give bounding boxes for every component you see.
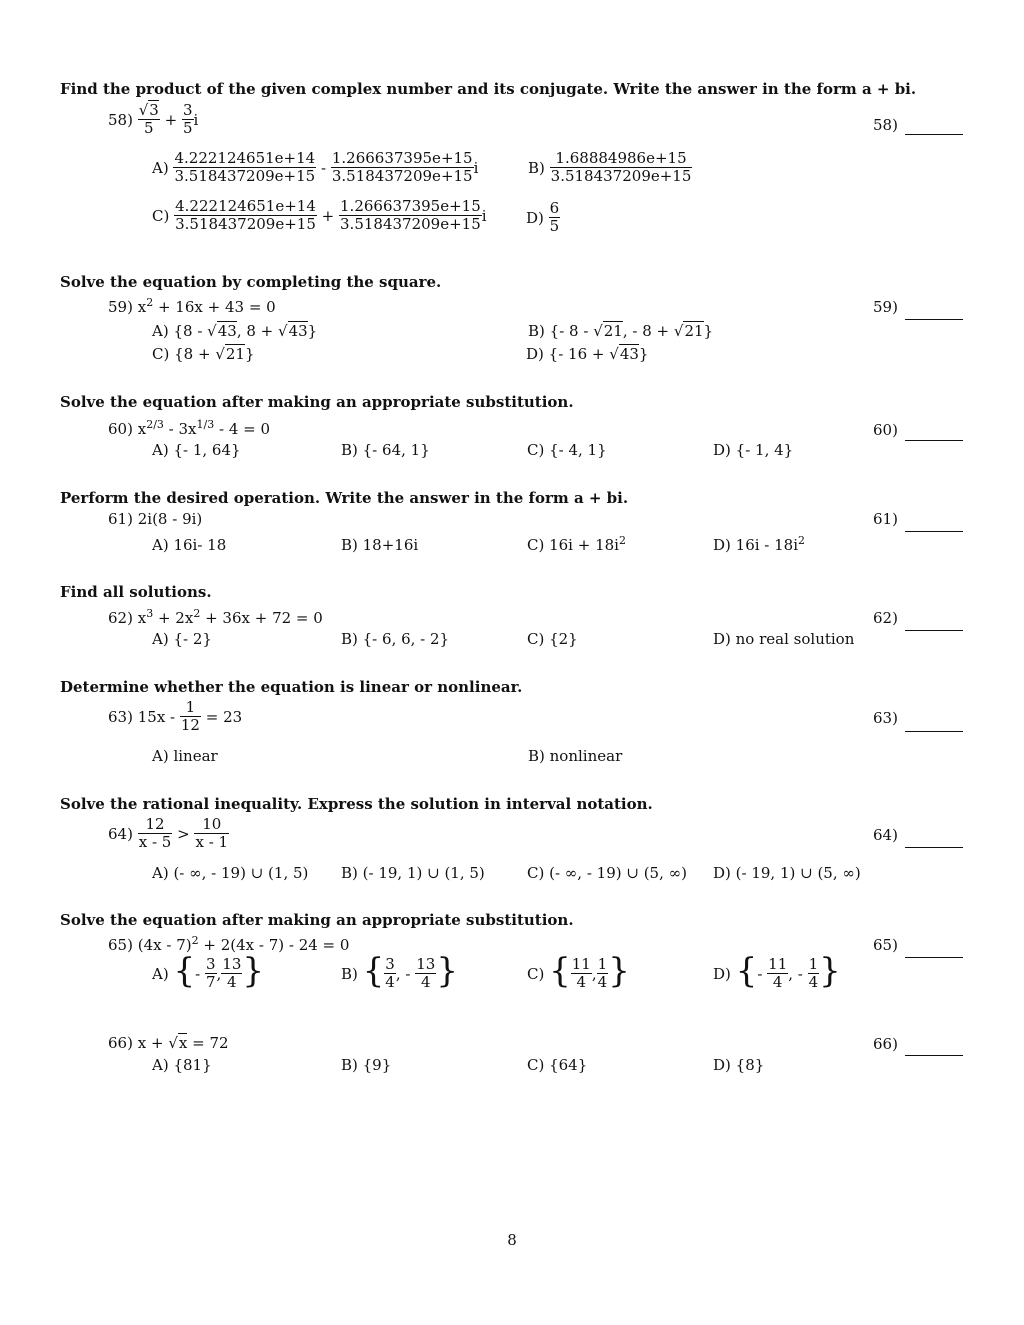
radicand: 3 xyxy=(149,101,159,119)
question-58 xyxy=(108,102,198,138)
fraction xyxy=(384,956,396,992)
right-brace: } xyxy=(242,950,265,991)
fraction xyxy=(339,198,482,234)
variable: x xyxy=(137,420,147,438)
question-number: 66) xyxy=(108,1034,133,1052)
answer-blank-63[interactable] xyxy=(905,731,963,732)
option-58-d[interactable] xyxy=(526,200,560,236)
option-label: C) xyxy=(527,964,545,983)
denominator: 4 xyxy=(597,973,608,992)
question-number: 59) xyxy=(108,298,133,316)
numerator: 1.266637395e+15 xyxy=(340,197,481,215)
equation-text: (4x - 7) xyxy=(137,936,192,954)
question-number: 63) xyxy=(108,707,133,726)
imaginary-unit: i xyxy=(193,110,199,129)
option-label: B) xyxy=(528,322,545,340)
denominator: 3.518437209e+15 xyxy=(550,167,692,186)
denominator: 3.518437209e+15 xyxy=(340,215,481,234)
option-58-a[interactable] xyxy=(152,150,478,186)
option-text: C) 16i + 18i xyxy=(527,536,619,554)
variable: x xyxy=(137,609,147,627)
numerator: 11 xyxy=(768,955,788,973)
question-number: 61) xyxy=(108,510,133,528)
instruction-58: Find the product of the given complex number and its conjugate. Write the answer in the form a + bi. xyxy=(60,80,917,98)
option-text: , - 8 + xyxy=(622,322,674,340)
left-brace: { xyxy=(735,950,758,991)
option-64-c[interactable]: C) (- ∞, - 19) ∪ (5, ∞) xyxy=(527,864,687,882)
answer-number-66: 66) xyxy=(873,1035,898,1053)
equation-text: - 4 = 0 xyxy=(214,420,271,438)
left-brace: { xyxy=(549,950,571,991)
fraction xyxy=(550,150,693,186)
question-number: 64) xyxy=(108,824,133,843)
fraction xyxy=(415,956,436,992)
imaginary-unit: i xyxy=(473,158,479,177)
radicand: 43 xyxy=(619,345,639,363)
instruction-61: Perform the desired operation. Write the answer in the form a + bi. xyxy=(60,489,629,507)
numerator: 1 xyxy=(808,955,819,973)
option-text: , 8 + xyxy=(236,322,279,340)
denominator: 4 xyxy=(772,973,783,992)
fraction xyxy=(221,956,242,992)
option-label: B) xyxy=(341,964,358,983)
option-58-c[interactable] xyxy=(152,198,487,234)
option-66-d[interactable]: D) {8} xyxy=(713,1056,765,1074)
numerator: 4.222124651e+14 xyxy=(175,197,316,215)
option-60-b[interactable]: B) {- 64, 1} xyxy=(341,441,430,459)
fraction xyxy=(571,956,592,992)
numerator: 13 xyxy=(416,955,436,973)
exponent: 2 xyxy=(191,934,199,947)
exponent: 1/3 xyxy=(196,418,215,431)
numerator: 6 xyxy=(549,199,560,217)
radical-sign: √ xyxy=(593,322,603,340)
radical-sign: √ xyxy=(278,322,288,340)
option-65-a[interactable] xyxy=(152,950,265,992)
option-58-b[interactable] xyxy=(528,150,692,186)
equation-text: + 36x + 72 = 0 xyxy=(200,609,323,627)
answer-blank-62[interactable] xyxy=(905,630,963,631)
exponent: 2 xyxy=(193,607,201,620)
option-text: , - xyxy=(788,964,808,983)
operator: + xyxy=(321,206,335,225)
fraction xyxy=(138,102,160,138)
option-text: {- 16 + xyxy=(548,345,610,363)
denominator: 4 xyxy=(576,973,587,992)
equation-text: + 2(4x - 7) - 24 = 0 xyxy=(198,936,350,954)
instruction-65: Solve the equation after making an appropriate substitution. xyxy=(60,911,574,929)
option-66-b[interactable]: B) {9} xyxy=(341,1056,392,1074)
option-59-c[interactable] xyxy=(152,345,255,363)
option-label: A) xyxy=(152,322,169,340)
answer-number-58: 58) xyxy=(873,116,898,134)
answer-number-62: 62) xyxy=(873,609,898,627)
page-number: 8 xyxy=(507,1231,517,1249)
radical-sign: √ xyxy=(168,1034,178,1052)
option-label: D) xyxy=(713,964,731,983)
option-text: , xyxy=(216,964,222,983)
question-number: 65) xyxy=(108,936,133,954)
question-61 xyxy=(108,510,202,528)
denominator: 7 xyxy=(205,973,216,992)
option-66-a[interactable]: A) {81} xyxy=(152,1056,212,1074)
option-60-c[interactable]: C) {- 4, 1} xyxy=(527,441,607,459)
numerator: 1 xyxy=(180,699,201,717)
equation-text: = 72 xyxy=(187,1034,229,1052)
numerator: 13 xyxy=(222,955,242,973)
option-text: - xyxy=(757,964,768,983)
question-62 xyxy=(108,609,323,627)
radical-sign: √ xyxy=(138,101,149,119)
option-62-c[interactable]: C) {2} xyxy=(527,630,578,648)
denominator: x - 1 xyxy=(195,833,229,852)
exponent: 2/3 xyxy=(146,418,164,431)
numerator: 11 xyxy=(571,955,591,973)
numerator: 4.222124651e+14 xyxy=(174,149,316,167)
option-65-b[interactable] xyxy=(341,950,458,992)
equation-text: = 23 xyxy=(205,707,243,726)
fraction xyxy=(173,150,316,186)
fraction xyxy=(597,956,609,992)
option-64-a[interactable]: A) (- ∞, - 19) ∪ (1, 5) xyxy=(152,864,309,882)
question-number: 60) xyxy=(108,420,133,438)
option-61-b[interactable]: B) 18+16i xyxy=(341,536,419,554)
option-63-b[interactable]: B) nonlinear xyxy=(528,747,623,765)
option-61-d[interactable] xyxy=(713,536,805,554)
denominator: 3.518437209e+15 xyxy=(174,167,316,186)
instruction-64: Solve the rational inequality. Express the solution in interval notation. xyxy=(60,795,653,813)
equation-text: x + xyxy=(137,1034,169,1052)
radicand: 21 xyxy=(603,322,623,340)
fraction xyxy=(767,956,788,992)
left-brace: { xyxy=(362,950,385,991)
answer-blank-60[interactable] xyxy=(905,440,963,441)
option-text: {8 - xyxy=(173,322,208,340)
answer-blank-61[interactable] xyxy=(905,531,963,532)
radical-sign: √ xyxy=(215,345,225,363)
denominator: 5 xyxy=(549,217,560,236)
radicand: 43 xyxy=(288,322,308,340)
option-label: C) xyxy=(152,206,170,225)
operator: > xyxy=(177,824,195,843)
option-64-b[interactable]: B) (- 19, 1) ∪ (1, 5) xyxy=(341,864,485,882)
fraction xyxy=(182,102,194,138)
denominator: 3.518437209e+15 xyxy=(175,215,316,234)
answer-number-63: 63) xyxy=(873,709,898,727)
option-label: B) xyxy=(528,158,545,177)
option-64-d[interactable]: D) (- 19, 1) ∪ (5, ∞) xyxy=(713,864,861,882)
question-63 xyxy=(108,699,242,735)
left-brace: { xyxy=(173,950,196,991)
answer-number-65: 65) xyxy=(873,936,898,954)
option-text: } xyxy=(244,345,255,363)
numerator: 1.266637395e+15 xyxy=(331,149,473,167)
answer-number-64: 64) xyxy=(873,826,898,844)
denominator: 12 xyxy=(180,716,200,735)
radicand: 43 xyxy=(217,322,237,340)
radical-sign: √ xyxy=(609,345,619,363)
exponent: 2 xyxy=(798,534,806,547)
numerator: 1.68884986e+15 xyxy=(550,150,693,168)
numerator: 10 xyxy=(194,816,229,834)
denominator: 4 xyxy=(808,973,819,992)
question-number: 58) xyxy=(108,110,133,129)
equation-text: + 16x + 43 = 0 xyxy=(153,298,276,316)
option-59-a[interactable] xyxy=(152,322,317,340)
question-number: 62) xyxy=(108,609,133,627)
denominator: 4 xyxy=(420,973,431,992)
denominator: 5 xyxy=(144,119,154,138)
option-62-a[interactable]: A) {- 2} xyxy=(152,630,212,648)
option-text: - xyxy=(195,964,205,983)
option-text: {8 + xyxy=(174,345,216,363)
numerator: 3 xyxy=(385,955,395,973)
fraction xyxy=(174,198,317,234)
denominator: 3.518437209e+15 xyxy=(331,167,473,186)
equation-text: 15x - xyxy=(137,707,180,726)
exponent: 3 xyxy=(146,607,154,620)
exponent: 2 xyxy=(146,296,154,309)
radicand: x xyxy=(178,1034,188,1052)
fraction xyxy=(331,150,474,186)
option-62-d[interactable]: D) no real solution xyxy=(713,630,855,648)
answer-number-59: 59) xyxy=(873,298,898,316)
question-65 xyxy=(108,936,349,954)
expression: 2i(8 - 9i) xyxy=(137,510,203,528)
fraction xyxy=(808,956,820,992)
answer-number-60: 60) xyxy=(873,421,898,439)
answer-blank-59[interactable] xyxy=(905,319,963,320)
instruction-62: Find all solutions. xyxy=(60,583,212,601)
answer-blank-64[interactable] xyxy=(905,847,963,848)
answer-blank-65[interactable] xyxy=(905,957,963,958)
option-text: } xyxy=(638,345,649,363)
answer-blank-66[interactable] xyxy=(905,1055,963,1056)
operator: + xyxy=(164,110,178,129)
question-60 xyxy=(108,420,270,438)
option-label: A) xyxy=(152,964,169,983)
option-60-a[interactable]: A) {- 1, 64} xyxy=(152,441,241,459)
instruction-63: Determine whether the equation is linear or nonlinear. xyxy=(60,678,523,696)
option-text: } xyxy=(703,322,714,340)
option-65-c[interactable] xyxy=(527,950,630,992)
denominator: 5 xyxy=(182,119,193,138)
question-66 xyxy=(108,1034,229,1052)
option-label: A) xyxy=(152,158,169,177)
numerator: 3 xyxy=(182,101,193,119)
right-brace: } xyxy=(608,950,630,991)
equation-text: - 3x xyxy=(163,420,197,438)
instruction-59: Solve the equation by completing the square. xyxy=(60,273,442,291)
option-62-b[interactable]: B) {- 6, 6, - 2} xyxy=(341,630,450,648)
radicand: 21 xyxy=(225,345,245,363)
denominator: 4 xyxy=(385,973,395,992)
option-text: } xyxy=(307,322,318,340)
option-label: D) xyxy=(526,345,544,363)
option-61-c[interactable] xyxy=(527,536,626,554)
option-label: D) xyxy=(526,208,544,227)
option-61-a[interactable]: A) 16i- 18 xyxy=(152,536,227,554)
instruction-60: Solve the equation after making an appropriate substitution. xyxy=(60,393,574,411)
imaginary-unit: i xyxy=(481,206,487,225)
radicand: 21 xyxy=(684,322,704,340)
option-label: C) xyxy=(152,345,170,363)
option-text: , xyxy=(591,964,597,983)
radical-sign: √ xyxy=(673,322,684,340)
option-text: {- 8 - xyxy=(549,322,594,340)
option-65-d[interactable] xyxy=(713,950,841,992)
option-63-a[interactable]: A) linear xyxy=(152,747,218,765)
variable: x xyxy=(137,298,147,316)
equation-text: + 2x xyxy=(153,609,194,627)
fraction xyxy=(194,816,229,852)
right-brace: } xyxy=(819,950,841,991)
option-59-b[interactable] xyxy=(528,322,713,340)
answer-number-61: 61) xyxy=(873,510,898,528)
option-60-d[interactable]: D) {- 1, 4} xyxy=(713,441,794,459)
operator: - xyxy=(321,158,327,177)
fraction xyxy=(138,816,173,852)
fraction xyxy=(205,956,217,992)
fraction xyxy=(549,200,561,236)
option-text: , - xyxy=(395,964,416,983)
question-59 xyxy=(108,298,276,316)
exponent: 2 xyxy=(618,534,626,547)
numerator: 12 xyxy=(138,816,173,834)
numerator: 1 xyxy=(597,955,608,973)
denominator: 4 xyxy=(227,973,237,992)
numerator: 3 xyxy=(205,955,216,973)
option-59-d[interactable] xyxy=(526,345,648,363)
option-text: D) 16i - 18i xyxy=(713,536,799,554)
answer-blank-58[interactable] xyxy=(905,134,963,135)
option-66-c[interactable]: C) {64} xyxy=(527,1056,588,1074)
right-brace: } xyxy=(436,950,458,991)
fraction xyxy=(180,699,201,735)
denominator: x - 5 xyxy=(138,833,172,852)
question-64 xyxy=(108,816,229,852)
radical-sign: √ xyxy=(207,322,217,340)
